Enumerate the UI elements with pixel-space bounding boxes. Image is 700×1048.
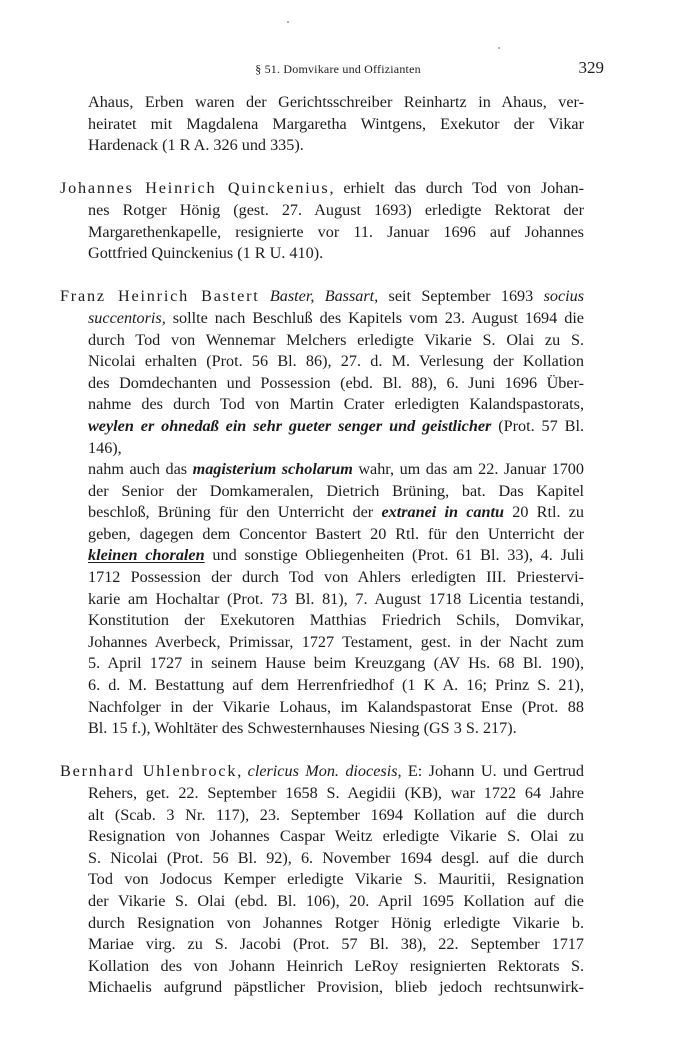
text-line: Margarethenkapelle, resignierte vor 11. Januar 1696 auf Johannes bbox=[88, 222, 584, 241]
text-line: durch Resignation von Johannes Rotger Hönig erledigte Vikarie b. bbox=[88, 913, 584, 932]
quotation: weylen er ohnedaß ein sehr gueter senger und geistlicher bbox=[88, 416, 492, 435]
running-head: § 51. Domvikare und Offizianten bbox=[255, 62, 421, 76]
entry-quinckenius bbox=[60, 178, 584, 264]
text-line bbox=[60, 502, 584, 524]
text-line: nes Rotger Hönig (gest. 27. August 1693) erledigte Rektorat der bbox=[88, 200, 584, 219]
latin-term: socius bbox=[543, 287, 585, 306]
text-line: durch Tod von Wennemar Melchers erledigte Vikarie S. Olai zu S. bbox=[88, 330, 584, 349]
text-line: Konstitution der Exekutoren Matthias Friedrich Schils, Domvikar, bbox=[88, 611, 584, 630]
text-line bbox=[60, 416, 584, 459]
text-line: Nachfolger in der Vikarie Lohaus, im Kalandspastorat Ense (Prot. 88 bbox=[88, 697, 584, 716]
text-run: sollte nach Beschluß des Kapitels vom 23. August 1694 die bbox=[165, 308, 584, 327]
text-line: 5. April 1727 in seinem Hause beim Kreuzgang (AV Hs. 68 Bl. 190), bbox=[88, 654, 584, 673]
person-name: Bernhard Uhlenbrock bbox=[60, 762, 238, 781]
text-run: beschloß, Brüning für den Unterricht der bbox=[88, 503, 382, 522]
text-line: Tod von Jodocus Kemper erledigte Vikarie S. Mauritii, Resignation bbox=[88, 870, 584, 889]
text-line bbox=[60, 308, 584, 330]
speck-dot bbox=[287, 21, 289, 23]
text-run: E: Johann U. und Gertrud bbox=[401, 762, 584, 781]
entry-first-line: Bernhard Uhlenbrock, clericus Mon. diocesis, E: Johann U. und Gertrud bbox=[60, 762, 584, 781]
person-name: Franz Heinrich Bastert bbox=[60, 287, 260, 306]
page-number: 329 bbox=[578, 58, 604, 77]
text-line: nahme des durch Tod von Martin Crater erledigten Kalandspastorats, bbox=[88, 395, 584, 414]
latin-term: succentoris, bbox=[88, 308, 166, 327]
latin-term: magisterium scholarum bbox=[192, 460, 353, 479]
text-line: Kollation des von Johann Heinrich LeRoy resignierten Rektorats S. bbox=[88, 956, 584, 975]
text-line: 6. d. M. Bestattung auf dem Herrenfriedhof (1 K A. 16; Prinz S. 21), bbox=[88, 676, 584, 695]
name-variant: Bassart, bbox=[324, 287, 379, 306]
text-line: der Senior der Domkameralen, Dietrich Brüning, bat. Das Kapitel bbox=[88, 481, 584, 500]
text-line: Resignation von Johannes Caspar Weitz erledigte Vikarie S. Olai zu bbox=[88, 827, 584, 846]
text-line: Rehers, get. 22. September 1658 S. Aegidii (KB), war 1722 64 Jahre bbox=[88, 784, 584, 802]
person-name: Johannes Heinrich Quinckenius bbox=[60, 179, 330, 198]
page-header bbox=[0, 58, 700, 82]
text-line: der Vikarie S. Olai (ebd. Bl. 106), 20. April 1695 Kollation auf die bbox=[88, 891, 584, 910]
entry-first-line bbox=[60, 286, 584, 308]
text-line: Michaelis aufgrund päpstlicher Provision, blieb jedoch rechtsunwirk- bbox=[88, 978, 584, 997]
entry-first-line bbox=[60, 178, 584, 200]
text-line: Hardenack (1 R A. 326 und 335). bbox=[88, 136, 304, 155]
text-line: 1712 Possession der durch Tod von Ahlers erledigten III. Priestervi- bbox=[88, 568, 584, 587]
text-run: seit September 1693 bbox=[388, 287, 534, 306]
text-line: alt (Scab. 3 Nr. 117), 23. September 1694 Kollation auf die durch bbox=[88, 805, 584, 824]
text-line: karie am Hochaltar (Prot. 73 Bl. 81), 7. August 1718 Licentia testandi, bbox=[88, 589, 584, 608]
text-run: und sonstige Obliegenheiten (Prot. 61 Bl. 33), 4. Juli bbox=[204, 546, 584, 565]
quotation: kleinen choralen bbox=[88, 546, 205, 565]
latin-term: extranei in cantu bbox=[381, 503, 505, 522]
entry-bastert bbox=[60, 286, 584, 739]
text-run: (Prot. 57 Bl. 146), bbox=[88, 416, 584, 457]
text-line: Gottfried Quinckenius (1 R U. 410). bbox=[88, 244, 324, 263]
text-line: Bl. 15 f.), Wohltäter des Schwesternhauses Niesing (GS 3 S. 217). bbox=[88, 719, 517, 738]
name-variant: Baster, bbox=[269, 287, 315, 306]
text-line: geben, dagegen dem Concentor Bastert 20 Rtl. für den Unterricht der bbox=[88, 524, 584, 543]
text-line: S. Nicolai (Prot. 56 Bl. 92), 6. November 1694 desgl. auf die durch bbox=[88, 848, 584, 867]
text-line bbox=[60, 459, 584, 481]
speck-dot bbox=[498, 47, 500, 49]
text-line bbox=[60, 545, 584, 567]
text-line: Ahaus, Erben waren der Gerichtsschreiber Reinhartz in Ahaus, ver- bbox=[88, 93, 584, 111]
text-line: Johannes Averbeck, Primissar, 1727 Testament, gest. in der Nacht zum bbox=[88, 632, 584, 651]
text-line: Mariae virg. zu S. Jacobi (Prot. 57 Bl. 38), 22. September 1717 bbox=[88, 935, 584, 954]
text-line: des Domdechanten und Possession (ebd. Bl. 88), 6. Juni 1696 Über- bbox=[88, 373, 584, 392]
text-run: wahr, um das am 22. Januar 1700 bbox=[352, 460, 584, 479]
text-line: heiratet mit Magdalena Margaretha Wintgens, Exekutor der Vikar bbox=[88, 114, 584, 133]
latin-term: clericus Mon. diocesis, bbox=[247, 762, 402, 781]
entry-uhlenbrock bbox=[60, 761, 584, 999]
text-run: , erhielt das durch Tod von Johan- bbox=[329, 179, 585, 198]
text-run: 20 Rtl. zu bbox=[504, 503, 585, 522]
body-text bbox=[60, 92, 584, 999]
text-run: nahm auch das bbox=[88, 460, 193, 479]
entry-continuation bbox=[60, 92, 584, 157]
text-line: Nicolai erhalten (Prot. 56 Bl. 86), 27. d. M. Verlesung der Kollation bbox=[88, 352, 584, 371]
